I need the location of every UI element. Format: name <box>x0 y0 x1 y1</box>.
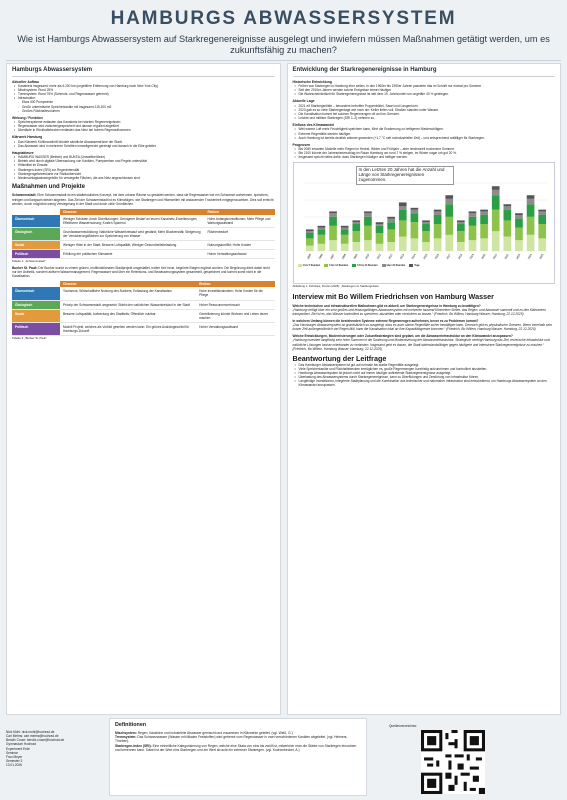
list-item: • Die Kanalisation kommt bei solchen Regenmengen oft an ihre Grenzen. <box>295 112 556 116</box>
subheading: Historische Entwicklung <box>292 79 332 84</box>
bar-segment <box>526 196 534 200</box>
cell: Hohe Anfangsinvestitionen; Mehr Pflege und Wartungsaufwand <box>204 215 274 228</box>
bar-segment <box>538 212 546 216</box>
tick-label: 2014 <box>410 253 417 261</box>
cell: Gentrifizierung könnte Wohnen und Leben teurer machen <box>196 309 274 322</box>
table-row <box>12 228 275 241</box>
author-line: Frau Meyer <box>6 754 23 759</box>
author-line: Nick Mohl: nick.mohl@hochrad.de <box>6 730 55 734</box>
list-item: • Regenwasser wird zwischengespeichert und danach reguliert abgeführt <box>14 124 275 128</box>
list-item: • Hamburgs Abwassersystem ist jedoch nicht auf immer häufiger auftretende Starkregenereignisse ausgelegt. <box>295 371 556 375</box>
table-row <box>12 322 275 335</box>
bar-segment <box>317 235 325 244</box>
list-item: • Bis 2100 könnte der Jahresniederschlag im Raum Hamburg um rund 7 % steigen, im Winter sogar um gut 20 %. <box>295 151 556 155</box>
bar-segment <box>375 224 383 226</box>
tick-label: 2017 <box>445 253 452 261</box>
cell: Hoher Verwaltungsaufwand <box>204 250 274 259</box>
interview-answer: „Hamburg investiert langfristig sehr hohe Summen in die Sanierung und Modernisierung der Abwasserinfrastruktur. Strategisch verfolgt Hamburg das Ziel, technische Infrastruktur und natürliche Lösungen besser miteinander zu verbinden. Insgesamt geht es darum, die Stadt widerstandsfähiger gegen häufigere und intensivere Starkregenereignisse zu machen.“ (Friedrich, Bo Willem, Hamburg Wasser, Hamburg, 22.12.2025) <box>292 338 550 351</box>
bar-segment <box>503 237 511 251</box>
list-item: • Speichersysteme entlasten das Kanalnetz bei starken Regenereignissen <box>14 120 275 124</box>
list-item: • Früher war Starkregen in Hamburg eher selten. In den 1960er bis 1990er Jahren passierte das im Schnitt nur einmal pro Sommer <box>295 84 556 88</box>
list-item: • Langfristige Investitionen, integrierte Stadtplanung und die Kombination aus technischer und naturnaher Infrastruktur sind entscheidend, um Hamburgs Abwassersystem an den Klimawandel anzupassen. <box>295 379 556 387</box>
bar-segment <box>329 212 337 214</box>
poster-header <box>6 4 561 61</box>
list-item: • Mischsystem: Rund 25% <box>14 88 275 92</box>
bar-segment <box>515 228 523 241</box>
cell: Hohe Investitionskosten; Hohe Kosten für die Pflege <box>196 287 274 300</box>
list-item: • 2023 gab es so viele Starkregentage wie noch nie: Keller liefen voll, Straßen standen unter Wasser. <box>295 108 556 112</box>
list-item: • Trennsystem: Rund 75% (Schmutz- und Regenwasser getrennt) <box>14 92 275 96</box>
row-label: Ökologisch <box>12 300 60 309</box>
bar-segment <box>387 230 395 243</box>
bar-segment <box>340 226 348 228</box>
column-header: Risiken <box>196 281 274 287</box>
definitions-box <box>109 718 367 796</box>
bar-segment <box>457 224 465 231</box>
section-heading: Maßnahmen und Projekte <box>12 183 86 190</box>
table-schwammstadt <box>12 209 275 260</box>
bar-segment <box>445 199 453 204</box>
bar-segment <box>329 241 337 252</box>
row-label: Politisch <box>12 322 60 335</box>
table-caption: Tabelle 1: „Schwammstadt“ <box>12 259 46 264</box>
bullet-list <box>12 84 275 100</box>
table-row <box>12 309 275 322</box>
bar-segment <box>340 244 348 251</box>
tick-label: 2016 <box>433 253 440 261</box>
bar-segment <box>375 233 383 244</box>
bar-segment <box>445 196 453 200</box>
bar-segment <box>457 242 465 251</box>
cell: Grundwasserneubildung; Natürliche Wasserkreislauf wird gestärkt; Mehr Biodiversität; Steigerung der Versickerungsflächen zur Speicherung von Wasser <box>60 228 204 241</box>
cell: Tourismus; Wirtschaftliche Nutzung des Bunkers; Entlastung der Kanalisation <box>60 287 196 300</box>
author-line: Carl Melms: carl.melms@hochrad.de <box>6 734 59 739</box>
bar-segment <box>433 224 441 238</box>
list-item: - Etwa 400 Pumpwerke <box>18 100 275 104</box>
cell: Bessere Luftqualität; Aufwertung des Stadtteils; Öffentlich nutzbar <box>60 309 196 322</box>
bar-segment <box>387 219 395 223</box>
table-row <box>12 287 275 300</box>
bar-segment <box>387 217 395 219</box>
bar-segment <box>387 223 395 230</box>
bar-segment <box>445 217 453 235</box>
tick-label: 2021 <box>492 253 498 261</box>
bar-segment <box>491 210 499 232</box>
bar-segment <box>422 221 430 223</box>
table-caption: Tabelle 2: „Bunker St. Pauli“ <box>12 336 47 341</box>
bar-segment <box>305 232 313 234</box>
list-item: • Starkregen-Index (SRI) zur Regenintensität <box>14 168 275 172</box>
column-header: Chancen <box>60 281 196 287</box>
tick-label: 2013 <box>399 253 405 261</box>
list-item: • Leichte und mittlere Starkregen (SRI 1–2) nehmen zu. <box>295 116 556 120</box>
author-line: Seminar <box>6 750 18 755</box>
sub-list <box>12 100 275 112</box>
bar-segment <box>515 214 523 216</box>
bar-segment <box>433 210 441 212</box>
bar-segment <box>422 224 430 231</box>
bar-segment <box>375 223 383 225</box>
bar-segment <box>352 242 360 251</box>
bar-segment <box>352 221 360 223</box>
interview-question: Welche technischen und infrastrukturellen Maßnahmen gibt es aktuell, um Starkregenereignisse in Hamburg zu bewältigen? <box>292 303 481 308</box>
table-row <box>12 300 275 309</box>
subheading: Einfluss des Klimawandel <box>292 123 335 128</box>
footer <box>6 718 561 796</box>
bar-segment <box>468 241 476 252</box>
list-item: • Betrieb wird durch digitale Überwachung von Kanälen, Pumpwerken und Pegeln unterstützt <box>14 159 275 163</box>
bar-segment <box>526 199 534 204</box>
bar-segment <box>468 212 476 214</box>
bar-segment <box>538 210 546 212</box>
subheading: Wirkung / Funktion <box>12 115 43 120</box>
list-item: • 2021 elf Starkregenfälle – besonders betroffen Poppenbüttel, Sasel und Langenhorn. <box>295 104 556 108</box>
lead-label: Bunker St. Pauli: <box>12 265 38 270</box>
bar-segment <box>340 230 348 235</box>
tick-label: 2009 <box>352 253 359 261</box>
tick-label: 2012 <box>387 253 393 261</box>
tick-label: 2011 <box>375 253 382 261</box>
def-text: Eine einheitliche Kategorisierung von Regen, welche eine Skala von eins bis zwölf ist, mitwelcher man die Stärke von Starkregen einordnen und benennen kann. Dabei ist der Wert eins Starkregen und ein Wert ab acht ein extremer Starkregen. (vgl. Kuchenbecker, A.) <box>115 743 357 752</box>
bar-segment <box>445 235 453 251</box>
row-label: Politisch <box>12 250 60 259</box>
lead-label: Schwammstadt: <box>12 193 37 198</box>
bar-segment <box>305 233 313 238</box>
tick-label: 2025 <box>538 253 545 261</box>
bar-segment <box>457 223 465 225</box>
row-label: Sozial <box>12 309 60 322</box>
tick-label: 2022 <box>503 253 510 261</box>
bar-segment <box>480 215 488 224</box>
bar-segment <box>526 205 534 218</box>
legend-label: 1 bis 5 Stunden <box>302 264 321 268</box>
left-column <box>6 63 281 715</box>
list-item: • Das Hamburger Abwassersystem ist gut auf normale bis starke Regenfälle ausgelegt. <box>295 363 556 367</box>
list-item: • Die Wahrscheinlichkeit für Starkregenereignisse ist seit dem 19. Jahrhundert um ungefähr 40 % gestiegen. <box>295 92 556 96</box>
bar-segment <box>364 214 372 218</box>
bar-segment <box>503 206 511 210</box>
starkregen-chart <box>293 162 556 284</box>
bar-segment <box>480 239 488 252</box>
poster-title: HAMBURGS ABWASSERSYSTEM <box>110 8 457 29</box>
tick-label: 2015 <box>422 253 428 261</box>
bar-segment <box>433 212 441 216</box>
table-row <box>12 241 275 250</box>
bar-segment <box>364 226 372 240</box>
bar-segment <box>352 224 360 231</box>
def-term: Trennsystem: <box>115 735 137 740</box>
tick-label: 2019 <box>468 253 475 261</box>
bar-segment <box>491 190 499 195</box>
chart-legend <box>294 264 555 267</box>
bar-segment <box>457 221 465 223</box>
chart-caption: Abbildung 1: Kuhnkies, Florian (2025): „Starkregen im Stadtungebiete <box>292 284 379 289</box>
legend-item <box>382 264 406 267</box>
legend-label: über 24 Stunden <box>386 264 406 268</box>
bar-segment <box>305 246 313 251</box>
def-term: Starkregen-Index (SRI): <box>115 743 152 748</box>
column-header: Risiken <box>204 209 274 215</box>
list-item: • Starkregengefahrenkarte zur Risikoübersicht <box>14 172 275 176</box>
list-item: • Extreme Regenfälle werden häufiger. <box>295 132 556 136</box>
bar-segment <box>538 215 546 224</box>
table-row <box>12 250 275 259</box>
tick-label: 2005 <box>306 253 312 261</box>
bar-segment <box>515 215 523 219</box>
legend-label: 13 bis 24 Stunden <box>357 264 378 268</box>
bar-segment <box>410 210 418 214</box>
subheading: Aktuelle Lage <box>292 99 315 104</box>
bar-segment <box>364 212 372 214</box>
bar-segment <box>410 208 418 210</box>
bar-segment <box>457 232 465 243</box>
bar-segment <box>387 242 395 251</box>
cell: Weniger Hitze in der Stadt; Bessere Luftqualität; Weniger Gesundheitsbelastung <box>60 241 204 250</box>
tick-label: 2020 <box>480 253 486 261</box>
bar-segment <box>422 232 430 243</box>
sources-label: Quellenverzeichnis: <box>389 724 417 728</box>
author-line: Gymnasium Hochrad <box>6 742 36 747</box>
paragraph-text: Der Bunker wurde zu einem grünen, multifunktionalen Stadtprojekt umgestaltet, indem fünf neue, begrünte Etagen ergänzt wurden. Die Begrünung dient dabei nicht nur der Ästhetik, sondern aktivem Wassermanagement. Regenwasser wird über ein Retentions- und Bewässerungssystem gesammelt, gespeichert und kommt somit nicht in die Kanalisation. <box>12 265 270 279</box>
bar-segment <box>398 203 406 207</box>
cell: Weniger Schäden durch Überflutungen; Geringerer Bedarf an teuren Kanalnetz-Erweiterungen; Effektivere Wassernutzung; Kosten Sparend <box>60 215 204 228</box>
bar-segment <box>526 235 534 251</box>
list-item: • Bis 2050 erwarten Modelle mehr Regen im Herbst, Winter und Frühjahr – aber tendenziell trockenere Sommer. <box>295 147 556 151</box>
bar-segment <box>410 214 418 223</box>
bar-segment <box>352 223 360 225</box>
list-item: • Kanalnetz insgesamt: mehr als 6.200 km (ungefähre Entfernung von Hamburg nach New York City) <box>14 84 275 88</box>
bar-segment <box>433 215 441 224</box>
definition <box>115 735 361 743</box>
list-item: • Weil warme Luft mehr Feuchtigkeit speichern kann, führt die Erwärmung zu heftigeren Niederschlägen. <box>295 127 556 131</box>
chart-annotation: In den Letzten 20 Jahren hat die Anzahl und Länge von Starkregenereignissen zugenommen. <box>356 166 454 185</box>
cell: Flächenbedarf <box>204 228 274 241</box>
tick-label: 2023 <box>515 253 521 261</box>
interview-answer: „Hamburg verfügt über ein sehr großes und leistungsfähiges Abwassersystem mit mehreren tausend Kilometern Sielen, das Regen- und Abwasser sammelt und zu den Klärwerken transportiert. Ziel ist es, das Wasser kontrolliert zu speichern, abzuleiten oder versickern zu lassen.“ (Friedrich, Bo Willem, Hamburg Wasser, Hamburg, 22.12.2025) <box>292 307 546 317</box>
list-item: - Große unterirdische Speicherkanäle mit insgesamt 215.200 m3 <box>18 105 275 109</box>
subheading: Aktueller Aufbau <box>12 79 40 84</box>
schwammstadt-paragraph <box>12 193 275 205</box>
cell: Hoher Verwaltungsaufwand <box>196 322 274 335</box>
bar-segment <box>480 210 488 212</box>
list-item: • Insgesamt spricht vieles dafür, dass Starkregen häufiger und heftiger werden. <box>295 155 556 159</box>
bar-segment <box>410 223 418 239</box>
cell: Nutzungskonflikt; Hohe Kosten <box>204 241 274 250</box>
def-text: Das Schwarzwasser (Wasser mit fäkalen Feststoffen) wird getrennt vom Regenwasser in zwei verschiedenen Kanälen abgeleitet. (vgl. Helmers, Thorben) <box>115 735 348 744</box>
list-item: • Das Klärwerk Köhlbrandhöft bündelt sämtliche Abwasserströme der Stadt. <box>14 140 275 144</box>
bar-segment <box>468 217 476 226</box>
bar-segment <box>305 230 313 232</box>
bar-segment <box>329 217 337 226</box>
qr-code-icon[interactable] <box>421 730 485 794</box>
legend-label: 6 bis 12 Stunden <box>329 264 349 268</box>
table-row <box>12 215 275 228</box>
section-heading: Hamburgs Abwassersystem <box>12 67 275 77</box>
bar-segment <box>364 241 372 252</box>
bar-segment <box>538 224 546 238</box>
tick-label: 2008 <box>340 253 347 261</box>
bar-segment <box>503 221 511 237</box>
bar-segment <box>526 217 534 235</box>
bar-segment <box>398 206 406 210</box>
bar-segment <box>317 230 325 235</box>
column-header: Chancen <box>60 209 204 215</box>
author-line: Bendix Cruse: bendix.cruse@hochrad.de <box>6 738 65 743</box>
bar-segment <box>398 221 406 237</box>
bar-segment <box>491 232 499 252</box>
bar-segment <box>422 242 430 251</box>
tick-label: 2024 <box>526 253 533 261</box>
right-column <box>287 63 562 715</box>
bar-segment <box>375 226 383 233</box>
list-item: • Das Abwasser wird in mehreren Schritten umweltgerecht gereinigt und danach in die Elbe geleitet. <box>14 144 275 148</box>
row-label: Ökonomisch <box>12 215 60 228</box>
author-line: 13.01.2026 <box>6 763 22 768</box>
bar-segment <box>515 241 523 252</box>
bar-segment <box>329 226 337 240</box>
paragraph-text: Eine Schwammstadt ist ein städtebauliches Konzept, bei dem urbane Räume so gestaltet werden, dass sie Regenwasser wie ein Schwamm aufnehmen, speichern, reinigen und langsam wieder abgeben. Das Ziel der Schwammstadt ist es Klimafolgen, wie Starkregen und Hitzewellen mit andauernder Trockenheit entgegenzuwirken. Dies soll erreicht werden, durch möglichst wenig Versiegelung in der Stadt und durch viele Grünflächen. <box>12 193 274 206</box>
legend-item <box>409 264 419 267</box>
bunker-paragraph <box>12 266 275 278</box>
bar-segment <box>317 244 325 251</box>
interview-title: Interview mit Bo Willem Friedrichsen von Hamburg Wasser <box>292 291 494 301</box>
list-item: • Infrastruktur: <box>14 96 275 100</box>
poster-subtitle: Wie ist Hamburgs Abwassersystem auf Starkregenereignisse ausgelegt und inwiefern müssen Maßnahmen getätigt werden, um es zukunftsfähig zu machen? <box>17 34 550 55</box>
row-label: Ökologisch <box>12 228 60 241</box>
tick-label: 2006 <box>317 253 324 261</box>
subheading: Klärwerk Hamburg <box>12 135 43 140</box>
author-line: Semester 3 <box>6 759 23 764</box>
bar-segment <box>317 226 325 228</box>
subheading: Prognosen <box>292 142 311 147</box>
list-item: • Auch Hamburg ist bereits deutlich wärmer geworden (+1,7 °C seit vorindustrieller Zeit) – und entsprechend anfälliger für Starkregen. <box>295 136 556 140</box>
bar-segment <box>329 214 337 218</box>
section-heading: Entwicklung der Starkregenereignisse in Hamburg <box>293 67 556 77</box>
definition <box>115 744 361 752</box>
tick-label: 2018 <box>457 253 463 261</box>
bar-segment <box>410 239 418 252</box>
cell: Erfüllung der politischen Klimaziele <box>60 250 204 259</box>
list-item: • Hilfsmittel im Einsatz: <box>14 163 275 167</box>
bar-segment <box>375 244 383 251</box>
legend-item <box>352 264 377 267</box>
bar-segment <box>305 239 313 246</box>
bar-segment <box>468 214 476 218</box>
interview-answer: „Das Hamburger Abwassersystem ist grundsätzlich so ausgelegt, dass es auch starke Regenfälle sicher bewältigen kann. Dennoch gibt es physikalische Grenzen. Wenn innerhalb sehr kurzer Zeit außergewöhnlich viel Regen fällt, kann die Kanalisation lokal an ihre Kapazitätsgrenze kommen.“ (Friedrich, Bo Willem, Hamburg Wasser, Hamburg, 22.12.2025) <box>292 323 553 332</box>
author-line: Experiment Erde <box>6 746 30 751</box>
tick-label: 2010 <box>364 253 370 261</box>
list-item: • Niederschlagswassergebühr für versiegelte Flächen, die ans Netz angeschlossen sind <box>14 176 275 180</box>
bar-segment <box>398 210 406 221</box>
bar-segment <box>515 219 523 228</box>
bar-segment <box>340 228 348 230</box>
subheading: Hauptakteure <box>12 150 34 155</box>
cell: Prinzip der Schwammstadt umgesetzt; Stärkt den natürlichen Wasserkreislauf in der Stadt <box>60 300 196 309</box>
author-info <box>6 718 103 796</box>
row-label: Sozial <box>12 241 60 250</box>
cell: Hoher Ressourcenverbrauch <box>196 300 274 309</box>
tick-label: 2007 <box>329 253 335 261</box>
definitions-title: Definitionen <box>115 722 147 728</box>
bar-segment <box>503 210 511 221</box>
list-item: • HAMBURG WASSER (Betrieb) und BUKEA (Umweltbehörde) <box>14 155 275 159</box>
bar-segment <box>503 205 511 207</box>
legend-item <box>298 264 321 267</box>
interview-question: Welche Entwicklungen, Modernisierungen oder Zukunftsstrategien sind geplant, um die Abwasserinfrastruktur an den Klimawandel anzupassen? <box>292 334 513 339</box>
bar-segment <box>340 235 348 244</box>
list-item: - Großes Rückhaltevolumen <box>18 109 275 113</box>
cell: Modell Projekt, welches als Vorbild gesehen werden kann: Ein grünes Aushängeschild für Hamburgs Zukunft <box>60 322 196 335</box>
legend-item <box>324 264 348 267</box>
bar-segment <box>468 226 476 240</box>
bar-segment <box>364 217 372 226</box>
leitfrage-title: Beantwortung der Leitfrage <box>292 353 387 363</box>
bar-segment <box>538 239 546 252</box>
list-item: • Überlastung des Abwassersystems durch Starkregenereignisse, kann zu Überflutungen und Zerstörung von Infrastruktur führen. <box>295 375 556 379</box>
bar-segment <box>433 239 441 252</box>
row-label: Ökonomisch <box>12 287 60 300</box>
list-item: • Überläufe in Rückhaltebecken entlasten das Netz bei hohem Regenaufkommen <box>14 128 275 132</box>
def-text: Regen, häusliche und industrielle Abwasser gemischt und zusammen in Klärwerke geleitet. (vgl. Weiß, G.) <box>137 730 293 735</box>
def-term: Mischsystem: <box>115 730 137 735</box>
bar-segment <box>480 224 488 238</box>
bar-segment <box>398 237 406 251</box>
bar-segment <box>480 212 488 216</box>
bar-segment <box>352 232 360 243</box>
list-item: • Viele Speicherkanäle und Rückhaltebecken ermöglichen es, große Regenmengen kurzfristig aufzunehmen und kontrolliert abzuleiten. <box>295 367 556 371</box>
sources-area <box>373 718 561 796</box>
table-bunker <box>12 281 275 336</box>
bar-segment <box>445 205 453 218</box>
legend-label: Tage <box>414 264 420 268</box>
bar-segment <box>491 196 499 210</box>
bar-segment <box>491 187 499 191</box>
list-item: • Seit den 2010er-Jahren werden solche Ereignisse immer häufiger <box>295 88 556 92</box>
bar-segment <box>422 223 430 225</box>
bar-segment <box>317 228 325 230</box>
interview-question: In welchem Umfang können die bestehenden Systeme extreme Regenmengen aufnehmen, bevor es zu Problemen kommt? <box>292 319 479 324</box>
